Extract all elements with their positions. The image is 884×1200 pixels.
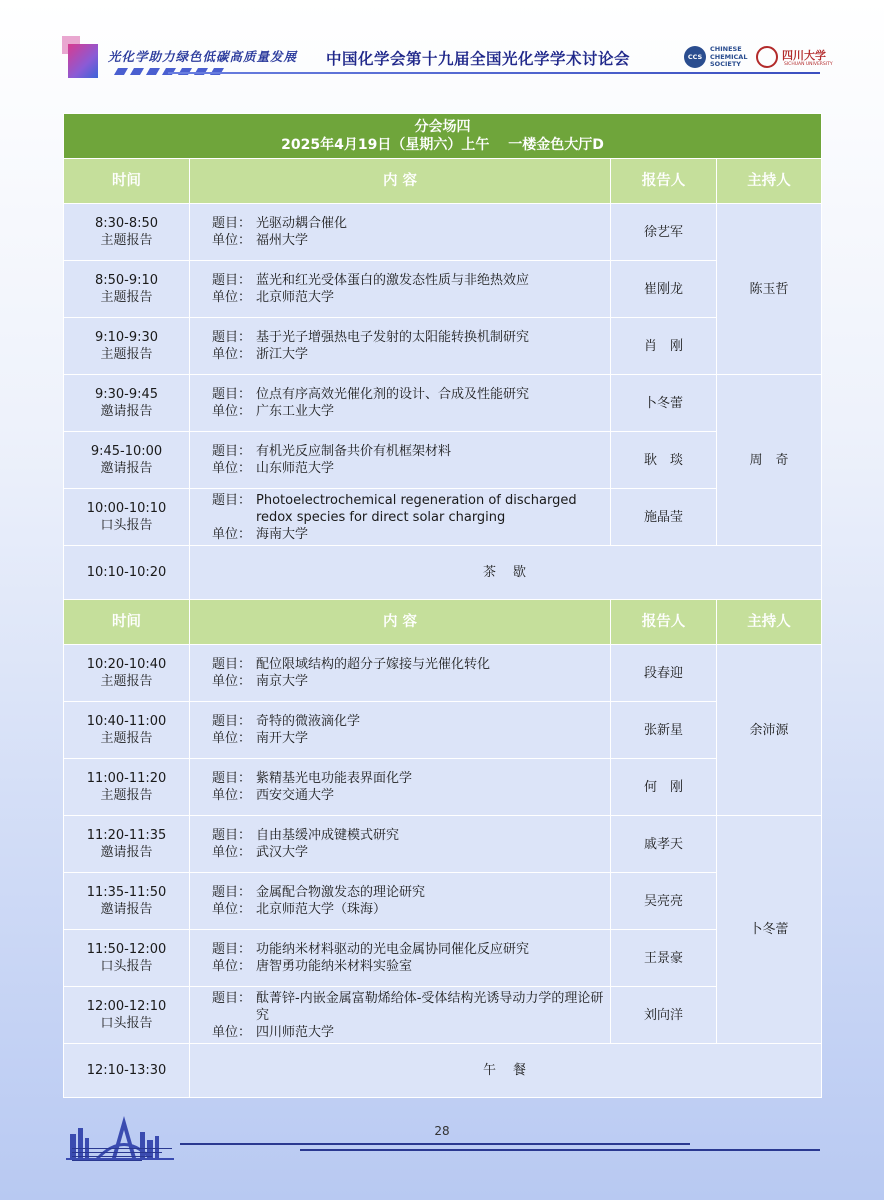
footer-rule xyxy=(180,1143,690,1145)
column-header-host: 主持人 xyxy=(717,600,822,645)
unit-label: 单位： xyxy=(212,347,252,362)
talk-time-cell xyxy=(64,702,190,759)
column-header-speaker: 报告人 xyxy=(611,600,717,645)
talk-content-cell xyxy=(190,645,611,702)
talk-time-cell xyxy=(64,261,190,318)
host-name: 余沛源 xyxy=(717,645,822,816)
talk-time: 10:20-10:40 xyxy=(86,657,167,672)
talk-topic: 有机光反应制备共价有机框架材料 xyxy=(256,444,452,459)
university-logo-subtext: SICHUAN UNIVERSITY xyxy=(784,62,833,67)
talk-content-cell xyxy=(190,930,611,987)
talk-type: 主题报告 xyxy=(100,731,153,746)
speaker-name: 徐艺军 xyxy=(611,204,717,261)
talk-type: 邀请报告 xyxy=(100,902,153,917)
tea-break-row xyxy=(64,546,822,600)
speaker-name: 施晶莹 xyxy=(611,489,717,546)
talk-topic: 奇特的微液滴化学 xyxy=(256,714,361,729)
talk-time-cell xyxy=(64,645,190,702)
talk-content-cell xyxy=(190,816,611,873)
host-name: 周 奇 xyxy=(717,375,822,546)
unit-label: 单位： xyxy=(212,526,252,542)
talk-unit: 南开大学 xyxy=(256,731,309,746)
table-row xyxy=(64,930,822,987)
conference-slogan: 光化学助力绿色低碳高质量发展 xyxy=(108,49,298,64)
footer-rules xyxy=(72,1148,172,1164)
topic-label: 题目： xyxy=(212,771,252,786)
talk-topic: 基于光子增强热电子发射的太阳能转换机制研究 xyxy=(256,330,530,345)
talk-time-cell xyxy=(64,375,190,432)
session-schedule-table xyxy=(63,113,822,1098)
university-logo-text: 四川大学 xyxy=(782,49,826,62)
talk-content-cell xyxy=(190,432,611,489)
talk-unit: 北京师范大学 xyxy=(256,290,335,305)
talk-time: 8:50-9:10 xyxy=(94,273,159,288)
speaker-name: 何 刚 xyxy=(611,759,717,816)
lunch-break-row xyxy=(64,1044,822,1098)
talk-topic: 配位限域结构的超分子嫁接与光催化转化 xyxy=(256,657,491,672)
speaker-name: 肖 刚 xyxy=(611,318,717,375)
unit-label: 单位： xyxy=(212,731,252,746)
column-header-content: 内 容 xyxy=(190,600,611,645)
ccs-logo-icon: CCS xyxy=(684,46,706,68)
talk-time-cell xyxy=(64,318,190,375)
talk-time-cell xyxy=(64,204,190,261)
header-decoration xyxy=(68,44,98,78)
table-row xyxy=(64,489,822,546)
talk-unit: 山东师范大学 xyxy=(256,461,335,476)
table-row xyxy=(64,645,822,702)
talk-time-cell xyxy=(64,816,190,873)
topic-label: 题目： xyxy=(212,714,252,729)
topic-label: 题目： xyxy=(212,942,252,957)
talk-time: 11:35-11:50 xyxy=(86,885,167,900)
table-row xyxy=(64,987,822,1044)
table-row xyxy=(64,204,822,261)
talk-type: 主题报告 xyxy=(100,347,153,362)
unit-label: 单位： xyxy=(212,959,252,974)
talk-content-cell xyxy=(190,375,611,432)
unit-label: 单位： xyxy=(212,233,252,248)
unit-label: 单位： xyxy=(212,845,252,860)
talk-type: 主题报告 xyxy=(100,233,153,248)
talk-content-cell xyxy=(190,987,611,1044)
speaker-name: 王景豪 xyxy=(611,930,717,987)
topic-label: 题目： xyxy=(212,444,252,459)
topic-label: 题目： xyxy=(212,387,252,402)
ccs-logo-text: CHINESE CHEMICAL SOCIETY xyxy=(710,45,748,68)
break-time: 10:10-10:20 xyxy=(64,546,190,600)
speaker-name: 吴亮亮 xyxy=(611,873,717,930)
unit-label: 单位： xyxy=(212,788,252,803)
talk-topic: Photoelectrochemical regeneration of discharged redox species for direct solar charging xyxy=(256,492,577,525)
talk-time-cell xyxy=(64,987,190,1044)
talk-time: 10:40-11:00 xyxy=(86,714,167,729)
talk-type: 口头报告 xyxy=(100,959,153,974)
speaker-name: 段春迎 xyxy=(611,645,717,702)
speaker-name: 刘向洋 xyxy=(611,987,717,1044)
talk-type: 邀请报告 xyxy=(100,404,153,419)
talk-content-cell xyxy=(190,702,611,759)
talk-content-cell xyxy=(190,204,611,261)
talk-topic: 金属配合物激发态的理论研究 xyxy=(256,885,426,900)
table-row xyxy=(64,261,822,318)
talk-time-cell xyxy=(64,930,190,987)
column-header-host: 主持人 xyxy=(717,159,822,204)
speaker-name: 张新星 xyxy=(611,702,717,759)
talk-time-cell xyxy=(64,759,190,816)
talk-unit: 西安交通大学 xyxy=(256,788,335,803)
break-label: 茶 歇 xyxy=(190,546,822,600)
topic-label: 题目： xyxy=(212,492,252,508)
table-row xyxy=(64,759,822,816)
talk-content-cell xyxy=(190,759,611,816)
talk-topic: 位点有序高效光催化剂的设计、合成及性能研究 xyxy=(256,387,530,402)
page-number: 28 xyxy=(434,1124,450,1138)
talk-unit: 北京师范大学（珠海） xyxy=(256,902,387,917)
host-name: 陈玉哲 xyxy=(717,204,822,375)
talk-content-cell xyxy=(190,489,611,546)
speaker-name: 耿 琰 xyxy=(611,432,717,489)
table-row xyxy=(64,702,822,759)
talk-time: 11:20-11:35 xyxy=(86,828,167,843)
talk-type: 邀请报告 xyxy=(100,461,153,476)
talk-type: 主题报告 xyxy=(100,788,153,803)
session-title: 分会场四 2025年4月19日（星期六）上午 一楼金色大厅D xyxy=(64,114,822,159)
table-row xyxy=(64,318,822,375)
topic-label: 题目： xyxy=(212,216,252,231)
talk-topic: 蓝光和红光受体蛋白的激发态性质与非绝热效应 xyxy=(256,273,530,288)
talk-topic: 酞菁锌-内嵌金属富勒烯给体-受体结构光诱导动力学的理论研究 xyxy=(256,990,604,1023)
talk-time: 12:00-12:10 xyxy=(86,999,167,1014)
footer-rule xyxy=(300,1149,820,1151)
talk-time-cell xyxy=(64,873,190,930)
topic-label: 题目： xyxy=(212,273,252,288)
talk-unit: 广东工业大学 xyxy=(256,404,335,419)
header-rule xyxy=(168,72,820,74)
talk-unit: 唐智勇功能纳米材料实验室 xyxy=(256,959,413,974)
talk-unit: 南京大学 xyxy=(256,674,309,689)
talk-type: 主题报告 xyxy=(100,290,153,305)
topic-label: 题目： xyxy=(212,828,252,843)
unit-label: 单位： xyxy=(212,461,252,476)
topic-label: 题目： xyxy=(212,885,252,900)
talk-content-cell xyxy=(190,261,611,318)
page-header xyxy=(0,0,884,100)
table-row xyxy=(64,816,822,873)
topic-label: 题目： xyxy=(212,990,252,1006)
table-row xyxy=(64,873,822,930)
talk-content-cell xyxy=(190,318,611,375)
talk-unit: 四川师范大学 xyxy=(256,1024,335,1040)
talk-type: 口头报告 xyxy=(100,1016,153,1031)
talk-time: 9:30-9:45 xyxy=(94,387,159,402)
talk-time: 11:50-12:00 xyxy=(86,942,167,957)
talk-unit: 武汉大学 xyxy=(256,845,309,860)
speaker-name: 卜冬蕾 xyxy=(611,375,717,432)
column-header-content: 内 容 xyxy=(190,159,611,204)
column-header-speaker: 报告人 xyxy=(611,159,717,204)
talk-time: 9:45-10:00 xyxy=(90,444,163,459)
session-title-row xyxy=(64,114,822,159)
column-header-row xyxy=(64,159,822,204)
conference-title: 中国化学会第十九届全国光化学学术讨论会 xyxy=(326,50,631,68)
table-row xyxy=(64,432,822,489)
talk-time: 9:10-9:30 xyxy=(94,330,159,345)
host-name: 卜冬蕾 xyxy=(717,816,822,1044)
talk-content-cell xyxy=(190,873,611,930)
talk-unit: 福州大学 xyxy=(256,233,309,248)
column-header-time: 时间 xyxy=(64,600,190,645)
break-time: 12:10-13:30 xyxy=(64,1044,190,1098)
talk-topic: 功能纳米材料驱动的光电金属协同催化反应研究 xyxy=(256,942,530,957)
talk-time: 11:00-11:20 xyxy=(86,771,167,786)
unit-label: 单位： xyxy=(212,290,252,305)
column-header-time: 时间 xyxy=(64,159,190,204)
topic-label: 题目： xyxy=(212,657,252,672)
talk-time-cell xyxy=(64,432,190,489)
unit-label: 单位： xyxy=(212,674,252,689)
talk-topic: 紫精基光电功能表界面化学 xyxy=(256,771,413,786)
talk-type: 邀请报告 xyxy=(100,845,153,860)
speaker-name: 戚孝天 xyxy=(611,816,717,873)
talk-time: 10:00-10:10 xyxy=(86,501,167,516)
talk-type: 主题报告 xyxy=(100,674,153,689)
university-seal-icon xyxy=(756,46,778,68)
talk-unit: 海南大学 xyxy=(256,526,309,542)
column-header-row xyxy=(64,600,822,645)
talk-type: 口头报告 xyxy=(100,518,153,533)
talk-unit: 浙江大学 xyxy=(256,347,309,362)
unit-label: 单位： xyxy=(212,902,252,917)
unit-label: 单位： xyxy=(212,1024,252,1040)
talk-topic: 光驱动耦合催化 xyxy=(256,216,348,231)
table-row xyxy=(64,375,822,432)
topic-label: 题目： xyxy=(212,330,252,345)
speaker-name: 崔刚龙 xyxy=(611,261,717,318)
break-label: 午 餐 xyxy=(190,1044,822,1098)
talk-topic: 自由基缓冲成键模式研究 xyxy=(256,828,400,843)
unit-label: 单位： xyxy=(212,404,252,419)
talk-time: 8:30-8:50 xyxy=(94,216,159,231)
talk-time-cell xyxy=(64,489,190,546)
